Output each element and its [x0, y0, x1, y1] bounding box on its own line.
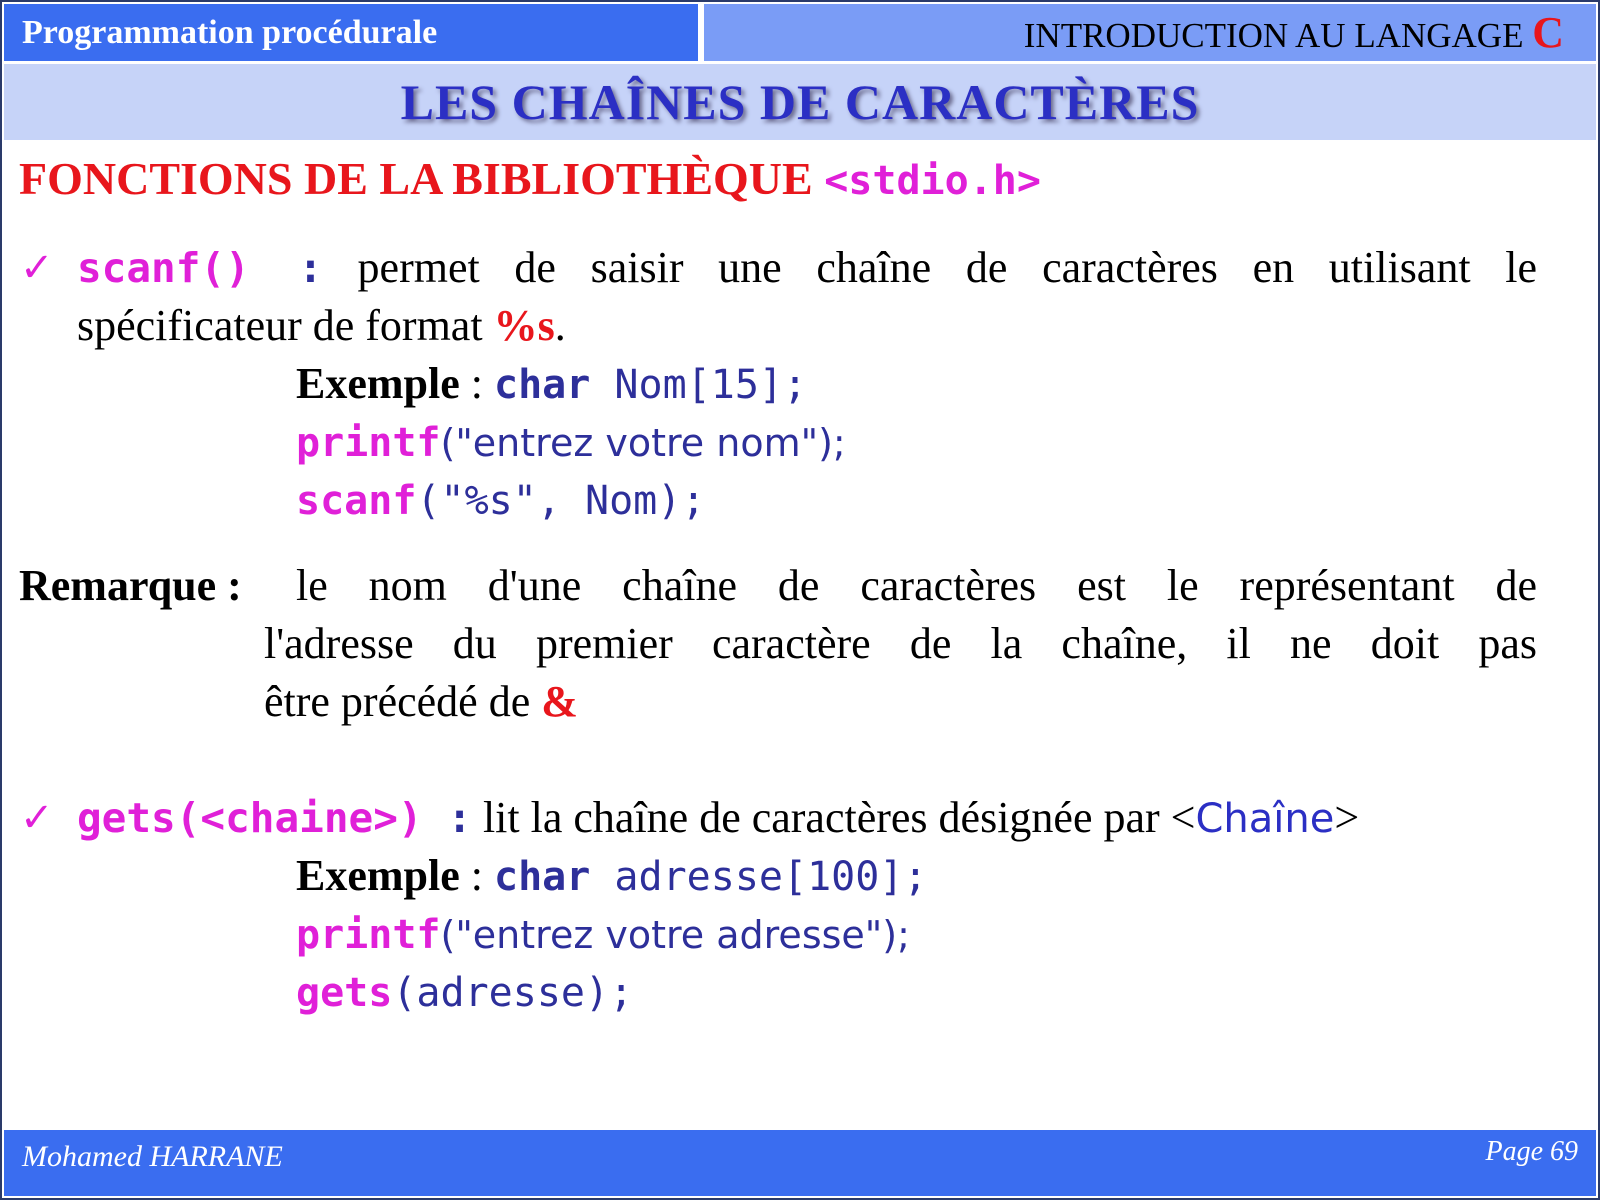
scanf-example-line2: [296, 416, 846, 467]
footer-author: Mohamed HARRANE: [22, 1140, 283, 1173]
gets-chaine-word: Chaîne: [1195, 796, 1335, 842]
example-label: Exemple: [296, 359, 460, 408]
scanf-desc-text2: spécificateur de format: [77, 301, 494, 350]
code-printf-args: ("entrez votre adresse");: [440, 913, 910, 957]
gets-example-line2: [296, 908, 910, 959]
gets-colon: :: [422, 794, 472, 842]
remark-label-text: Remarque :: [19, 561, 242, 610]
scanf-period: .: [554, 301, 566, 350]
checkmark-icon: ✓: [20, 795, 54, 840]
code-keyword-char: char: [494, 362, 591, 408]
scanf-colon: :: [249, 244, 323, 292]
scanf-description-line1: [77, 242, 1537, 293]
section-heading: [19, 152, 1041, 205]
code-scanf: scanf: [296, 478, 417, 524]
code-printf-args: ("entrez votre nom");: [440, 421, 846, 465]
scanf-desc-text1: permet de saisir une chaîne de caractères en utilisant le: [322, 243, 1538, 292]
remark-line3: [264, 676, 578, 727]
format-specifier: %s: [493, 301, 555, 350]
code-declaration-adresse: adresse[100];: [590, 854, 928, 900]
scanf-example-line3: [296, 474, 705, 525]
gets-example-line3: [296, 966, 633, 1017]
section-heading-text: FONCTIONS DE LA BIBLIOTHÈQUE: [19, 153, 825, 204]
gets-function-name: gets(<chaine>): [77, 794, 423, 842]
chapter-title-text: INTRODUCTION AU LANGAGE: [1023, 16, 1533, 55]
chapter-letter: C: [1532, 8, 1564, 57]
ampersand-symbol: &: [541, 677, 578, 726]
code-scanf-args: ("%s", Nom);: [416, 478, 706, 524]
footer-bar: [4, 1130, 1596, 1196]
code-gets: gets: [296, 970, 393, 1016]
remark-text3: être précédé de: [264, 677, 542, 726]
scanf-description-line2: [77, 300, 566, 351]
code-keyword-char: char: [494, 854, 591, 900]
checkmark-icon: ✓: [20, 245, 54, 290]
code-printf: printf: [296, 912, 441, 958]
slide-title: LES CHAÎNES DE CARACTÈRES: [400, 74, 1200, 130]
footer-page-number: Page 69: [1485, 1136, 1578, 1167]
example-separator: :: [459, 851, 494, 900]
code-printf: printf: [296, 420, 441, 466]
remark-line1: le nom d'une chaîne de caractères est le représentant de: [296, 561, 1537, 610]
remark-line2: l'adresse du premier caractère de la chaîne, il ne doit pas: [264, 619, 1537, 668]
gets-close-bracket: >: [1334, 793, 1360, 842]
scanf-example-line1: [296, 358, 807, 409]
remark-label: [19, 560, 242, 611]
gets-description: [77, 792, 1359, 843]
scanf-function-name: scanf(): [77, 244, 250, 292]
gets-example-line1: [296, 850, 927, 901]
slide-content: [2, 2, 1598, 1198]
gets-desc-text: lit la chaîne de caractères désignée par <: [471, 793, 1196, 842]
code-gets-args: (adresse);: [392, 970, 634, 1016]
course-title-text: Programmation procédurale: [22, 14, 438, 51]
code-declaration-nom: Nom[15];: [590, 362, 808, 408]
example-label: Exemple: [296, 851, 460, 900]
example-separator: :: [459, 359, 494, 408]
library-name: <stdio.h>: [824, 158, 1041, 204]
